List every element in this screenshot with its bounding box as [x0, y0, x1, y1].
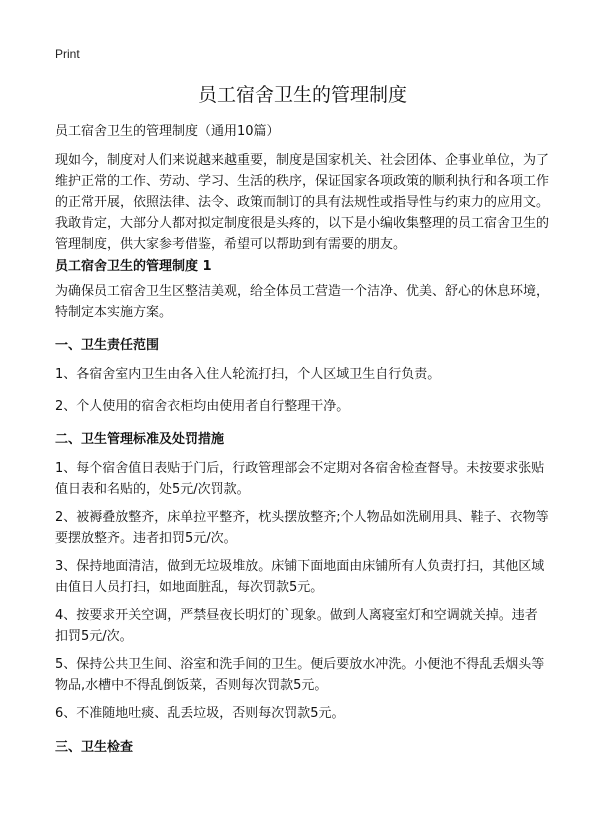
document-subtitle: 员工宿舍卫生的管理制度（通用10篇）	[55, 124, 280, 139]
part-heading-standards: 二、卫生管理标准及处罚措施	[55, 432, 225, 447]
document-title: 员工宿舍卫生的管理制度	[197, 84, 407, 106]
list-item: 3、保持地面清洁，做到无垃圾堆放。床铺下面地面由床铺所有人负责打扫，其他区域由值日人员打扫，如地面脏乱，每次罚款5元。	[55, 559, 545, 595]
part-heading-inspection: 三、卫生检查	[55, 740, 134, 755]
print-link[interactable]: Print	[55, 47, 80, 61]
intro-paragraph: 现如今，制度对人们来说越来越重要，制度是国家机关、社会团体、企事业单位，为了维护正常的工作、劳动、学习、生活的秩序，保证国家各项政策的顺利执行和各项工作的正常开展，依照法律、法令、政策而制订的具有法规性或指导性与约束力的应用文。我敢肯定，大部分人都对拟定制度很是头疼的，以下是小编收集整理的员工宿舍卫生的管理制度，供大家参考借鉴，希望可以帮助到有需要的朋友。	[55, 153, 550, 252]
section-title: 员工宿舍卫生的管理制度 1	[55, 259, 212, 274]
list-item: 4、按要求开关空调，严禁昼夜长明灯的`现象。做到人离寝室灯和空调就关掉。违者扣罚5元/次。	[55, 608, 538, 644]
list-item: 2、个人使用的宿舍衣柜均由使用者自行整理干净。	[55, 399, 350, 414]
list-item: 1、每个宿舍值日表贴于门后，行政管理部会不定期对各宿舍检查督导。未按要求张贴值日表和名贴的，处5元/次罚款。	[55, 461, 545, 497]
list-item: 5、保持公共卫生间、浴室和洗手间的卫生。便后要放水冲洗。小便池不得乱丢烟头等物品,水槽中不得乱倒饭菜，否则每次罚款5元。	[55, 657, 545, 693]
section-intro-paragraph: 为确保员工宿舍卫生区整洁美观，给全体员工营造一个洁净、优美、舒心的休息环境，特制定本实施方案。	[55, 284, 550, 320]
part-heading-responsibility: 一、卫生责任范围	[55, 338, 160, 353]
list-item: 1、各宿舍室内卫生由各入住人轮流打扫，个人区域卫生自行负责。	[55, 367, 441, 382]
list-item: 2、被褥叠放整齐，床单拉平整齐，枕头摆放整齐;个人物品如洗刷用具、鞋子、衣物等要摆放整齐。违者扣罚5元/次。	[55, 510, 549, 546]
list-item: 6、不准随地吐痰、乱丢垃圾，否则每次罚款5元。	[55, 706, 345, 721]
